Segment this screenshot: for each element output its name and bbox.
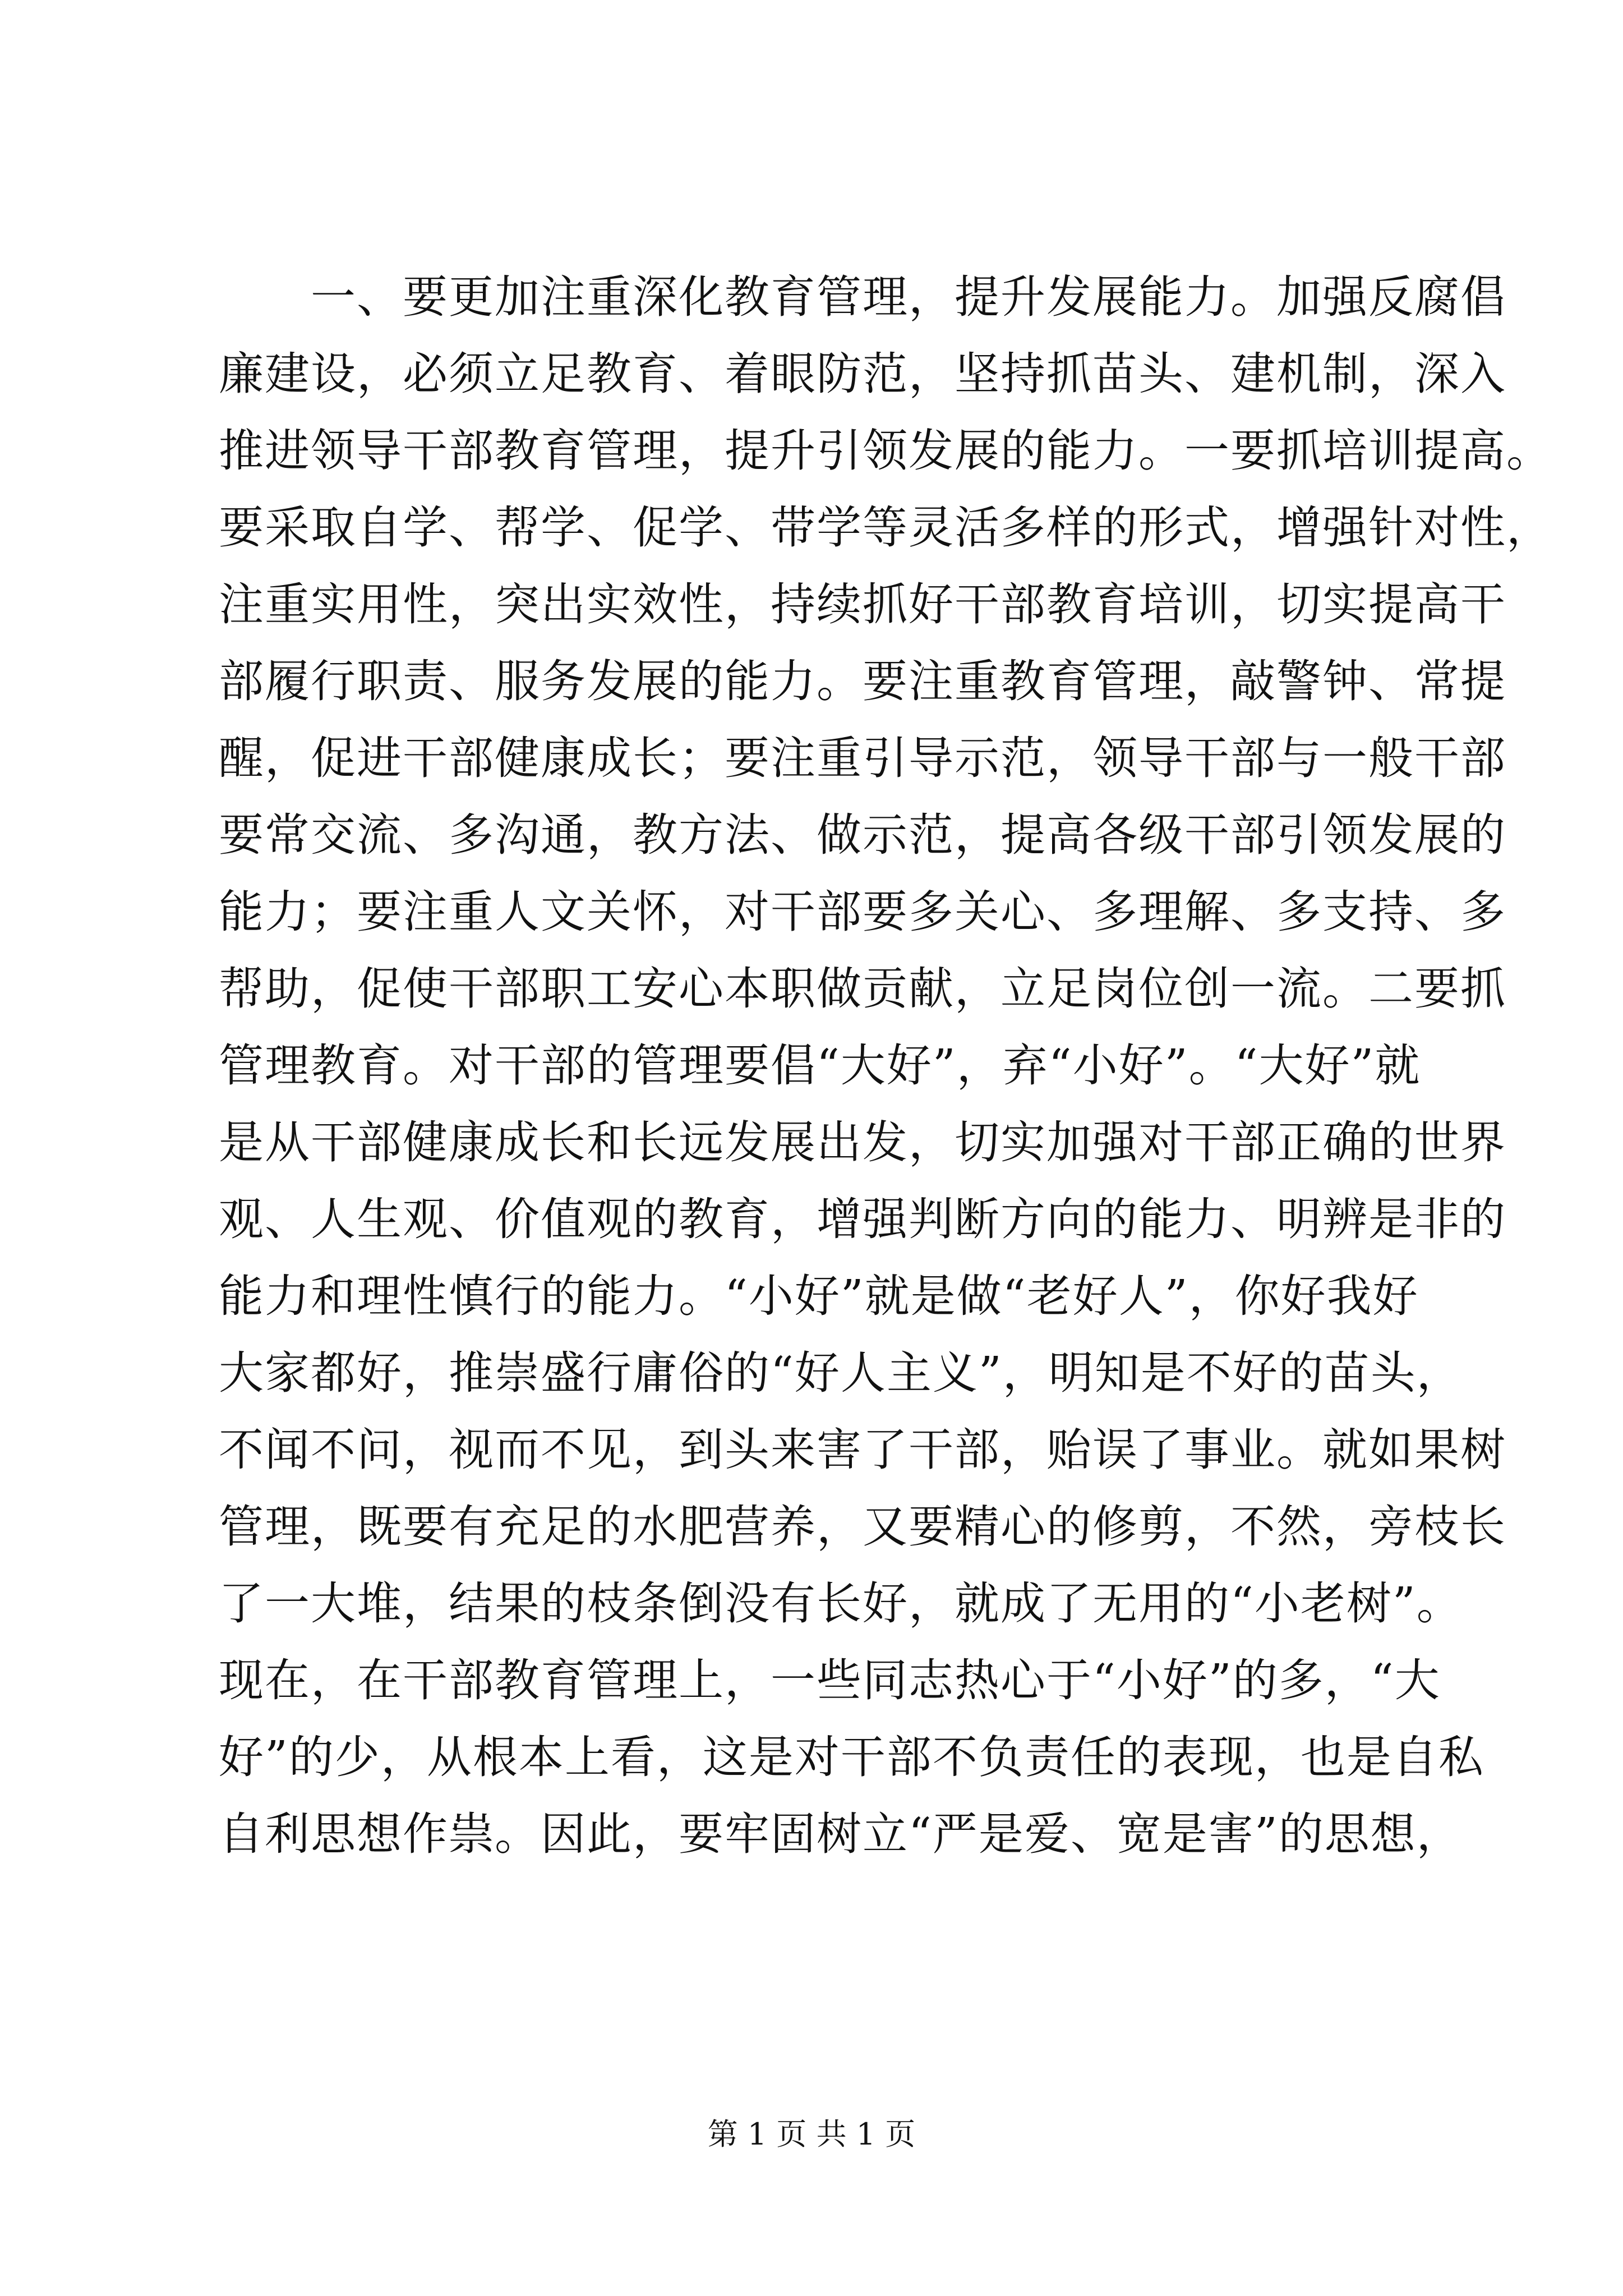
paragraph-line: 要常交流、多沟通，教方法、做示范，提高各级干部引领发展的 bbox=[219, 809, 1506, 861]
paragraph-line: 推进领导干部教育管理，提升引领发展的能力。一要抓培训提高。 bbox=[219, 425, 1552, 477]
paragraph-line: 现在，在干部教育管理上，一些同志热心于“小好”的多，“大 bbox=[219, 1654, 1441, 1706]
paragraph-line: 观、人生观、价值观的教育，增强判断方向的能力、明辨是非的 bbox=[219, 1193, 1506, 1245]
paragraph-line: 一、要更加注重深化教育管理，提升发展能力。加强反腐倡 bbox=[219, 271, 1506, 323]
page-footer: 第 1 页 共 1 页 bbox=[707, 2116, 916, 2152]
paragraph-line: 大家都好，推崇盛行庸俗的“好人主义”，明知是不好的苗头， bbox=[219, 1347, 1463, 1399]
paragraph-line: 注重实用性，突出实效性，持续抓好干部教育培训，切实提高干 bbox=[219, 578, 1506, 631]
paragraph-line: 廉建设，必须立足教育、着眼防范，坚持抓苗头、建机制，深入 bbox=[219, 348, 1506, 400]
paragraph-line: 能力；要注重人文关怀，对干部要多关心、多理解、多支持、多 bbox=[219, 886, 1506, 938]
paragraph-line: 自利思想作祟。因此，要牢固树立“严是爱、宽是害”的思想， bbox=[219, 1808, 1463, 1860]
paragraph-line: 好”的少，从根本上看，这是对干部不负责任的表现，也是自私 bbox=[219, 1731, 1484, 1783]
paragraph-line: 部履行职责、服务发展的能力。要注重教育管理，敲警钟、常提 bbox=[219, 655, 1506, 707]
paragraph-line: 要采取自学、帮学、促学、带学等灵活多样的形式，增强针对性， bbox=[219, 501, 1552, 554]
paragraph-line: 醒，促进干部健康成长；要注重引导示范，领导干部与一般干部 bbox=[219, 732, 1506, 784]
paragraph-line: 了一大堆，结果的枝条倒没有长好，就成了无用的“小老树”。 bbox=[219, 1577, 1463, 1630]
paragraph-line: 不闻不问，视而不见，到头来害了干部，贻误了事业。就如果树 bbox=[219, 1424, 1506, 1476]
paragraph-line: 管理，既要有充足的水肥营养，又要精心的修剪，不然，旁枝长 bbox=[219, 1501, 1506, 1553]
paragraph-line: 帮助，促使干部职工安心本职做贡献，立足岗位创一流。二要抓 bbox=[219, 963, 1506, 1015]
paragraph-line: 能力和理性慎行的能力。“小好”就是做“老好人”，你好我好 bbox=[219, 1270, 1419, 1322]
paragraph-line: 是从干部健康成长和长远发展出发，切实加强对干部正确的世界 bbox=[219, 1116, 1506, 1168]
paragraph-line: 管理教育。对干部的管理要倡“大好”，弃“小好”。“大好”就 bbox=[219, 1039, 1421, 1092]
